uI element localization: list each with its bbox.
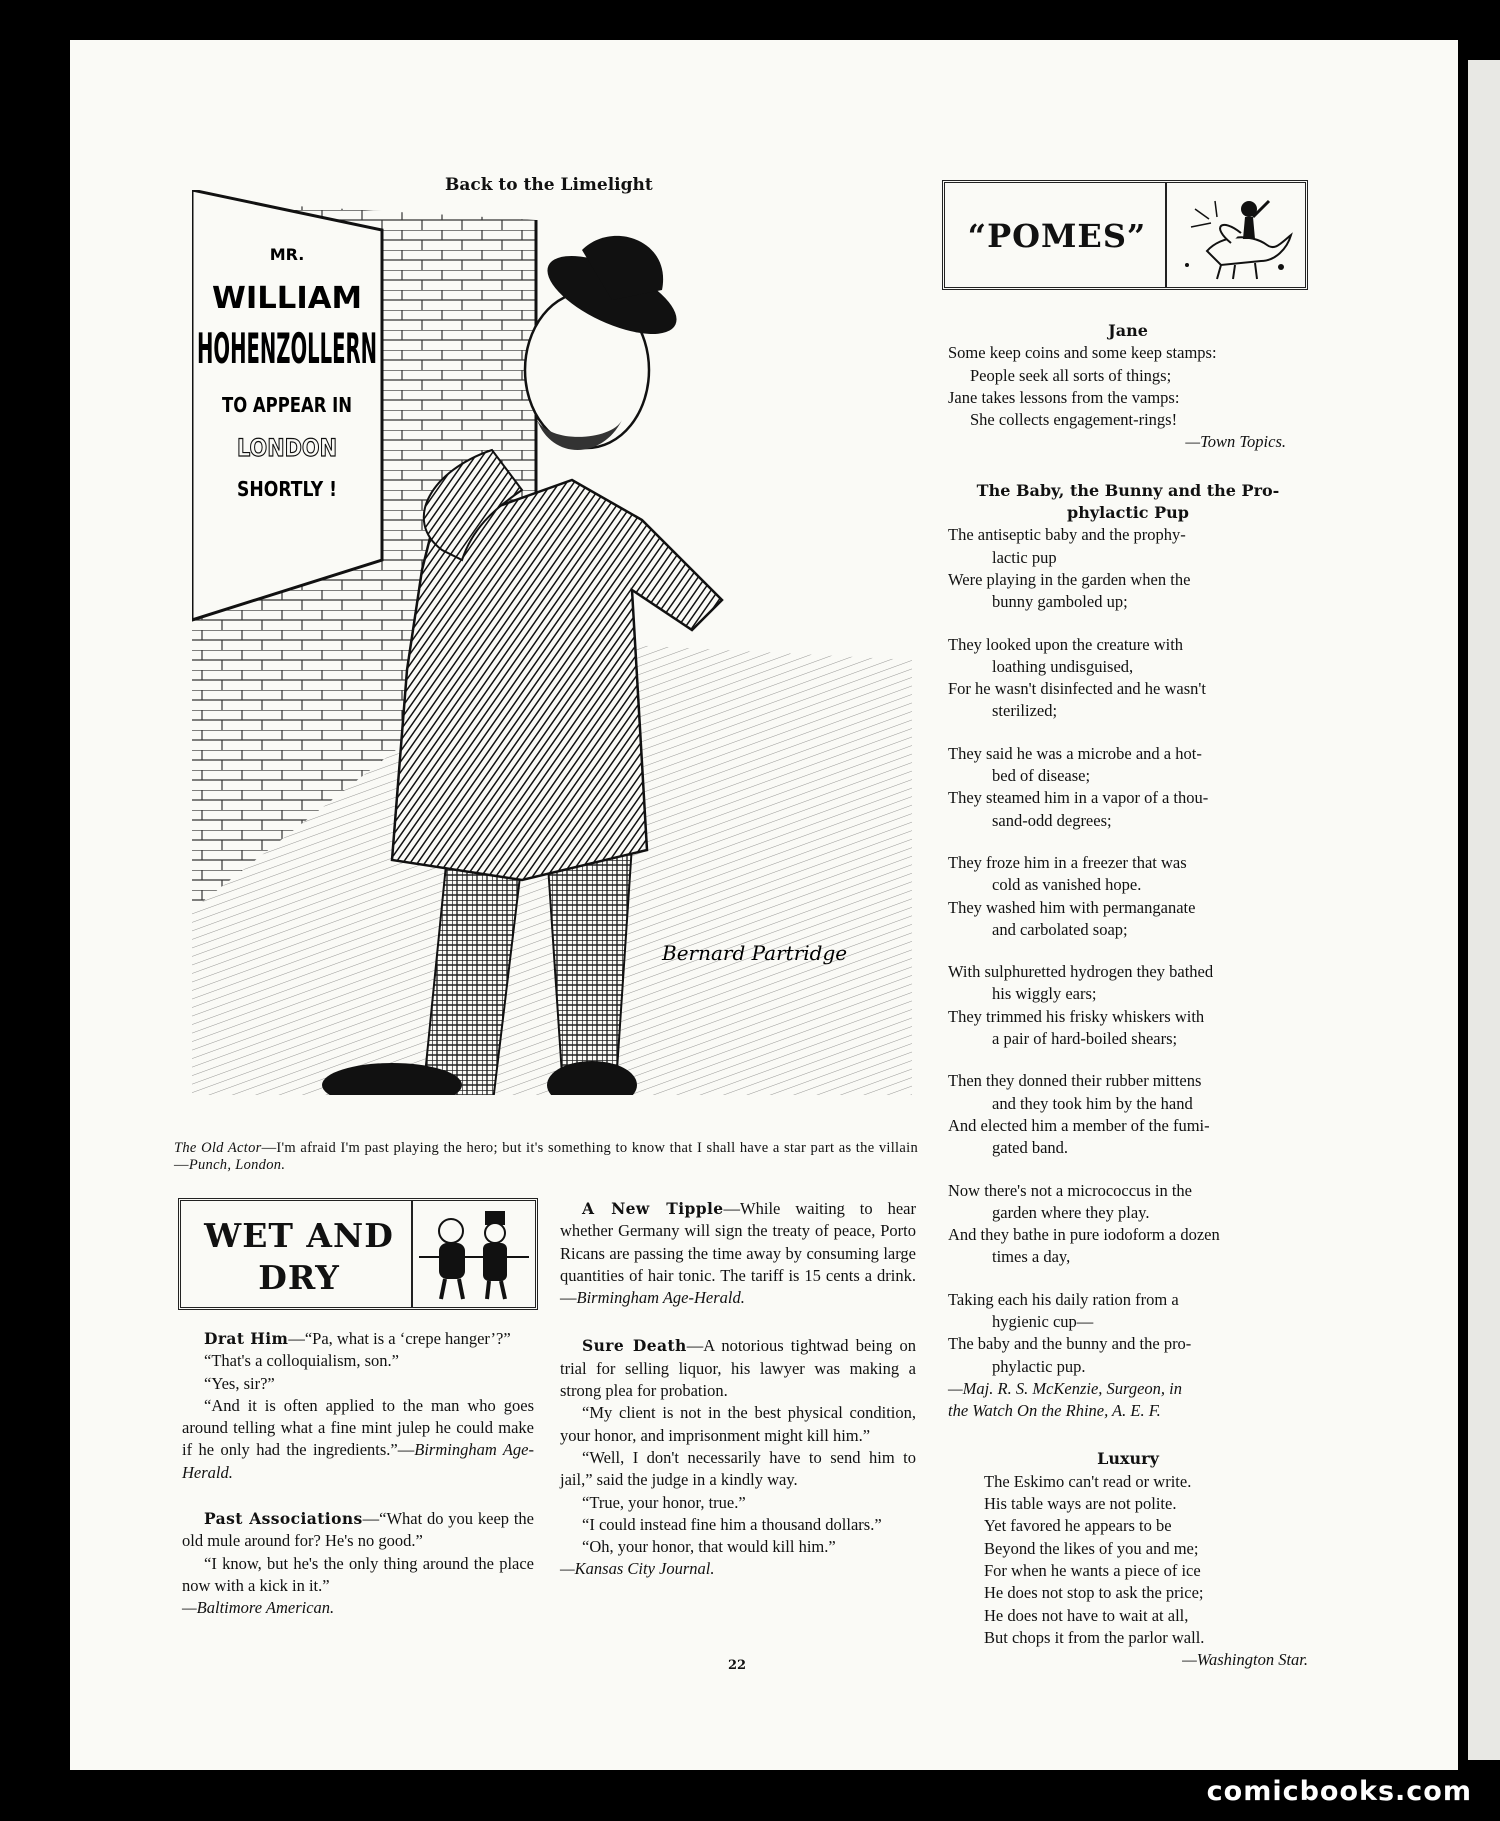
poem-source: —Maj. R. S. McKenzie, Surgeon, in [948, 1378, 1183, 1398]
paragraph: “Well, I don't necessarily have to send him to jail,” said the judge in a kindly way. [560, 1447, 916, 1490]
poster-line-6: SHORTLY ! [237, 477, 337, 501]
poem-line: loathing undisguised, [992, 656, 1134, 676]
item-head-sure-death: Sure Death [582, 1336, 687, 1356]
paragraph: “And it is often applied to the man who goes around telling what a fine mint julep he could make if he only had the ingredients.”— [182, 1395, 534, 1460]
poem-line: times a day, [992, 1247, 1071, 1267]
poster-line-4: TO APPEAR IN [222, 393, 352, 417]
poem-stanza [948, 1289, 1308, 1378]
item-head-a-new-tipple: A New Tipple [582, 1199, 724, 1218]
item-source: Birmingham Age-Herald. [576, 1288, 745, 1308]
poem-line: phylactic pup. [992, 1356, 1086, 1376]
poem-line: Some keep coins and some keep stamps: [948, 343, 1217, 363]
two-gentlemen-icon [417, 1205, 533, 1303]
poem-line: and they took him by the hand [992, 1093, 1193, 1113]
theatre-poster [192, 190, 382, 620]
poem-line: Then they donned their rubber mittens [948, 1071, 1202, 1091]
poem-line: But chops it from the parlor wall. [984, 1627, 1205, 1647]
paragraph: “That's a colloquialism, son.” [204, 1351, 399, 1371]
cartoon-illustration [192, 190, 912, 1095]
poem-line: bunny gamboled up; [992, 592, 1128, 612]
wet-and-dry-banner [178, 1198, 538, 1310]
cartoon-caption [174, 1140, 918, 1174]
poem-line: sterilized; [992, 701, 1058, 721]
baby-poem-stanzas [948, 524, 1308, 1378]
paragraph: “My client is not in the best physical condition, your honor, and imprisonment might kill him.” [560, 1403, 916, 1445]
poem-line: For he wasn't disinfected and he wasn't [948, 679, 1206, 699]
pomes-banner [942, 180, 1308, 290]
pomes-title: “POMES” [967, 217, 1147, 255]
luxury-poem-lines [948, 1471, 1308, 1649]
poem-line: and carbolated soap; [992, 919, 1128, 939]
poem-source: the Watch On the Rhine, A. E. F. [948, 1401, 1161, 1421]
facing-page-edge [1468, 60, 1500, 1760]
item-source: Birmingham Age-Herald. [182, 1440, 534, 1482]
poem-line: For when he wants a piece of ice [984, 1560, 1201, 1580]
poem-line: lactic pup [992, 547, 1057, 567]
poem-line: They washed him with permanganate [948, 897, 1196, 917]
poem-line: Yet favored he appears to be [984, 1516, 1172, 1536]
poem-title-luxury: Luxury [1097, 1449, 1159, 1469]
poem-line: The baby and the bunny and the pro- [948, 1334, 1192, 1354]
site-watermark: comicbooks.com [1206, 1776, 1472, 1807]
poem-line: People seek all sorts of things; [970, 365, 1172, 385]
poem-line: The antiseptic baby and the prophy- [948, 525, 1186, 545]
item-head-past-associations: Past Associations [204, 1509, 363, 1529]
poem-line: And they bathe in pure iodoform a dozen [948, 1225, 1220, 1245]
poem-stanza [948, 1180, 1308, 1269]
poem-line: hygienic cup— [992, 1311, 1094, 1331]
caption-text: —I'm afraid I'm past playing the hero; but it's something to know that I shall have a star part as the villain— [174, 1140, 918, 1173]
paragraph: “Oh, your honor, that would kill him.” [582, 1537, 836, 1557]
page-gutter [1458, 40, 1468, 1770]
poem-line: They said he was a microbe and a hot- [948, 743, 1202, 763]
poster-line-5: LONDON [237, 434, 337, 462]
poem-line: his wiggly ears; [992, 984, 1097, 1004]
poster-line-3: HOHENZOLLERN [197, 324, 377, 373]
caption-speaker: The Old Actor [174, 1140, 262, 1156]
paragraph: “I could instead fine him a thousand dollars.” [582, 1514, 882, 1534]
item-source: —Baltimore American. [182, 1598, 335, 1618]
poster-line-2: WILLIAM [212, 281, 362, 316]
paragraph: —“What do you keep the old mule around for? He's no good.” [182, 1509, 534, 1551]
poem-stanza [948, 634, 1308, 723]
poem-line: They steamed him in a vapor of a thou- [948, 788, 1209, 808]
paragraph: “I know, but he's the only thing around the place now with a kick in it.” [182, 1553, 534, 1595]
poem-line: They trimmed his frisky whiskers with [948, 1006, 1205, 1026]
poem-line: The Eskimo can't read or write. [984, 1471, 1192, 1491]
poem-title-jane: Jane [1108, 321, 1148, 340]
poem-line: She collects engagement-rings! [970, 410, 1178, 430]
pegasus-rider-icon [1171, 187, 1303, 285]
poem-stanza [948, 961, 1308, 1050]
poem-line: They froze him in a freezer that was [948, 852, 1187, 872]
poster-line-1: MR. [269, 245, 305, 264]
poem-stanza [948, 1070, 1308, 1159]
poem-line: cold as vanished hope. [992, 875, 1142, 895]
wet-and-dry-title: WET AND DRY [204, 1216, 394, 1297]
poem-line: With sulphuretted hydrogen they bathed [948, 962, 1214, 982]
paragraph: “Yes, sir?” [204, 1373, 275, 1393]
paragraph: —“Pa, what is a ‘crepe hanger’?” [288, 1329, 511, 1348]
paragraph: —While waiting to hear whether Germany will sign the treaty of peace, Porto Ricans are passing the time away by consuming large quantities of hair tonic. The tariff is 15 cents a drink.— [560, 1199, 916, 1308]
poem-source: —Washington Star. [1182, 1650, 1308, 1670]
caption-source: Punch, London. [188, 1157, 286, 1173]
poem-line: bed of disease; [992, 766, 1091, 786]
paragraph: —A notorious tightwad being on trial for selling liquor, his lawyer was making a strong plea for probation. [560, 1336, 916, 1401]
poem-title-baby-line-2: phylactic Pup [1067, 503, 1189, 523]
poem-line: And elected him a member of the fumi- [948, 1115, 1210, 1135]
poem-line: Beyond the likes of you and me; [984, 1538, 1199, 1558]
cartoon-title: Back to the Limelight [445, 175, 653, 195]
middle-column [560, 1198, 916, 1581]
poem-line: They looked upon the creature with [948, 634, 1184, 654]
poem-line: a pair of hard-boiled shears; [992, 1029, 1178, 1049]
item-head-drat-him: Drat Him [204, 1329, 289, 1348]
wet-and-dry-column [182, 1328, 534, 1620]
poem-line: sand-odd degrees; [992, 810, 1112, 830]
poem-line: Were playing in the garden when the [948, 569, 1191, 589]
poem-stanza [948, 852, 1308, 941]
page-number: 22 [728, 1658, 747, 1673]
artist-signature: Bernard Partridge [662, 941, 848, 965]
poem-line: Taking each his daily ration from a [948, 1289, 1179, 1309]
poem-line: gated band. [992, 1138, 1069, 1158]
poem-source: —Town Topics. [1185, 432, 1286, 452]
paragraph: “True, your honor, true.” [582, 1492, 746, 1512]
poem-line: garden where they play. [992, 1202, 1150, 1222]
poem-line: He does not stop to ask the price; [984, 1583, 1204, 1603]
poem-stanza [948, 743, 1308, 832]
poem-stanza [948, 524, 1308, 613]
item-source: —Kansas City Journal. [560, 1559, 715, 1579]
pomes-column [948, 320, 1308, 1671]
poem-line: Now there's not a micrococcus in the [948, 1180, 1192, 1200]
poem-title-baby-line-1: The Baby, the Bunny and the Pro- [976, 480, 1280, 500]
poem-line: His table ways are not polite. [984, 1494, 1177, 1514]
poem-line: Jane takes lessons from the vamps: [948, 387, 1180, 407]
poem-line: He does not have to wait at all, [984, 1605, 1189, 1625]
